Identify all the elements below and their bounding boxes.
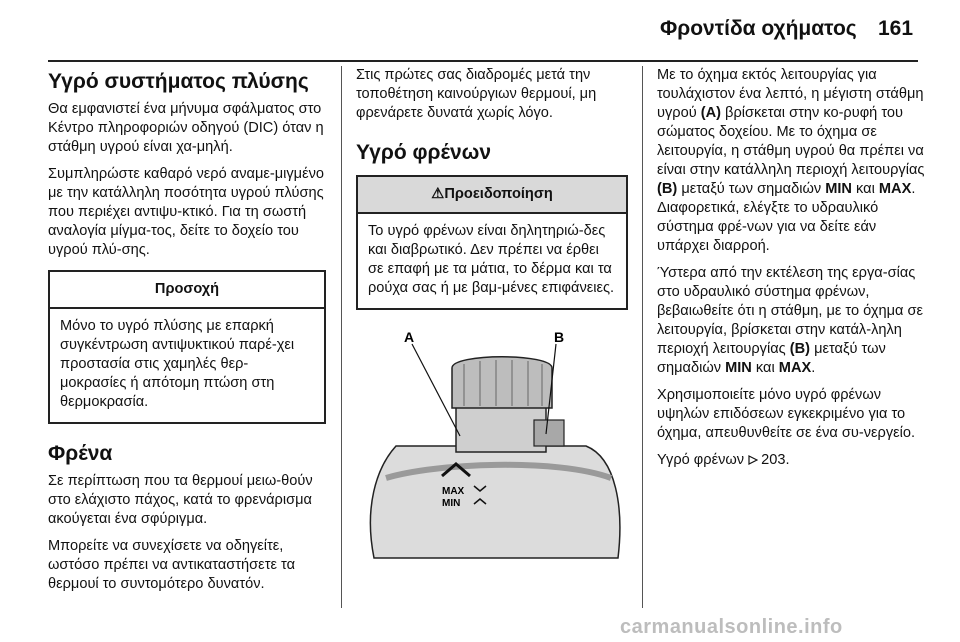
callout-label-b: B: [554, 329, 565, 345]
brake-fluid-heading: Υγρό φρένων: [356, 141, 492, 164]
min-label: MIN: [725, 360, 752, 376]
max-label: MAX: [878, 181, 912, 197]
column-middle: [356, 66, 628, 578]
text-run: Με το όχημα εκτός λειτουργίας για τουλάχιστον ένα λεπτό, η μέγιστη στάθμη υγρού: [657, 67, 924, 121]
watermark: carmanualsonline.info: [620, 616, 843, 638]
ref-label-b: (B): [657, 181, 678, 197]
column-right: [657, 66, 929, 478]
caution-box: [48, 270, 326, 424]
caution-title: Προσοχή: [50, 272, 324, 309]
max-mark: MAX: [442, 486, 465, 497]
washer-paragraph-2: Συμπληρώστε καθαρό νερό αναμε-μιγμένο με την κατάλληλη ποσότητα υγρού πλύσης που περιέχει αντιψυ-κτικό. Για τη σωστή αναλογία μίγμα-τος, δείτε το δοχείο του υγρού πλύ-σης.: [48, 166, 324, 258]
warning-box: [356, 175, 628, 310]
text-run: και: [851, 181, 879, 197]
callout-label-a: A: [404, 329, 415, 345]
page-header: [0, 0, 960, 58]
washer-fluid-heading: Υγρό συστήματος πλύσης: [48, 70, 309, 93]
page-number: 161: [878, 17, 914, 40]
caution-text: Μόνο το υγρό πλύσης με επαρκή συγκέντρωση αντιψυκτικού παρέ-χει προστασία στις χαμηλές θερ-μοκρασίες ή απότομη πτώση στη θερμοκρασία.: [60, 318, 295, 410]
text-run: μεταξύ των σημαδιών: [677, 181, 826, 197]
warning-header: [358, 177, 626, 214]
section-title: Φροντίδα οχήματος: [660, 17, 857, 40]
level-sensor-connector: [534, 420, 564, 446]
washer-paragraph-1: Θα εμφανιστεί ένα μήνυμα σφάλματος στο Κέντρο πληροφοριών οδηγού (DIC) όταν η στάθμη υγρού είναι χα-μηλή.: [48, 101, 324, 155]
warning-title: Προειδοποίηση: [444, 186, 553, 202]
text-run: μεταξύ των σημαδιών: [657, 341, 886, 376]
text-run: και: [751, 360, 779, 376]
header-divider: [48, 60, 918, 62]
brake-fluid-reservoir-illustration: [356, 328, 628, 578]
triangle-ref-icon: [748, 455, 758, 465]
ref-label-a: (A): [700, 105, 721, 121]
brakes-heading: Φρένα: [48, 442, 113, 465]
text-run: .: [785, 452, 790, 468]
fluid-spec-paragraph: Χρησιμοποιείτε μόνο υγρό φρένων υψηλών επιδόσεων εγκεκριμένο για το όχημα, απευθυνθείτε σε ένα συ-νεργείο.: [657, 387, 916, 441]
text-run: βρίσκεται στην κο-ρυφή του σώματος δοχείου. Με το όχημα σε λειτουργία, η στάθμη υγρού θα πρέπει να είναι στην κατάλληλη περιοχή λειτουργίας: [657, 105, 925, 178]
warning-text: Το υγρό φρένων είναι δηλητηριώ-δες και διαβρωτικό. Δεν πρέπει να έρθει σε επαφή με τα μάτια, το δέρμα και τα ρούχα σας ή με βαμ-μένες επιφάνειες.: [368, 223, 615, 296]
ref-label-b: (B): [789, 341, 811, 357]
level-paragraph-1: [657, 66, 929, 256]
brakes-intro-paragraph: Στις πρώτες σας διαδρομές μετά την τοποθέτηση καινούργιων θερμουί, μη φρενάρετε δυνατά χωρίς λόγο.: [356, 67, 597, 121]
text-run: Υγρό φρένων: [657, 452, 749, 468]
min-mark: MIN: [442, 498, 461, 509]
reservoir-neck: [456, 406, 546, 452]
level-paragraph-2: [657, 264, 929, 378]
text-run: Ύστερα από την εκτέλεση της εργα-σίας στο υδραυλικό σύστημα φρένων, βεβαιωθείτε ότι η στάθμη, με το όχημα σε λειτουργία, βρίσκεται στην κατάλ-ληλη περιοχή λειτουργίας: [657, 265, 924, 357]
min-label: MIN: [825, 181, 852, 197]
page-reference-number[interactable]: 203: [761, 452, 786, 468]
text-run: .: [811, 360, 816, 376]
page-reference: [657, 451, 929, 470]
text-run: . Διαφορετικά, ελέγξτε το υδραυλικό σύστημα φρέ-νων για να δείτε εάν υπάρχει διαρροή.: [657, 181, 916, 254]
brakes-paragraph-2: Μπορείτε να συνεχίσετε να οδηγείτε, ωστόσο πρέπει να αντικαταστήσετε τα θερμουί το συντομότερο δυνατόν.: [48, 538, 296, 592]
warning-triangle-icon: ⚠: [431, 186, 445, 202]
brakes-paragraph-1: Σε περίπτωση που τα θερμουί μειω-θούν στο ελάχιστο πάχος, κατά το φρενάρισμα ακούγεται ένα σφύριγμα.: [48, 473, 313, 527]
max-label: MAX: [778, 360, 812, 376]
column-divider-1: [341, 66, 342, 608]
column-divider-2: [642, 66, 643, 608]
column-left: [48, 66, 326, 602]
reservoir-cap: [452, 357, 552, 408]
